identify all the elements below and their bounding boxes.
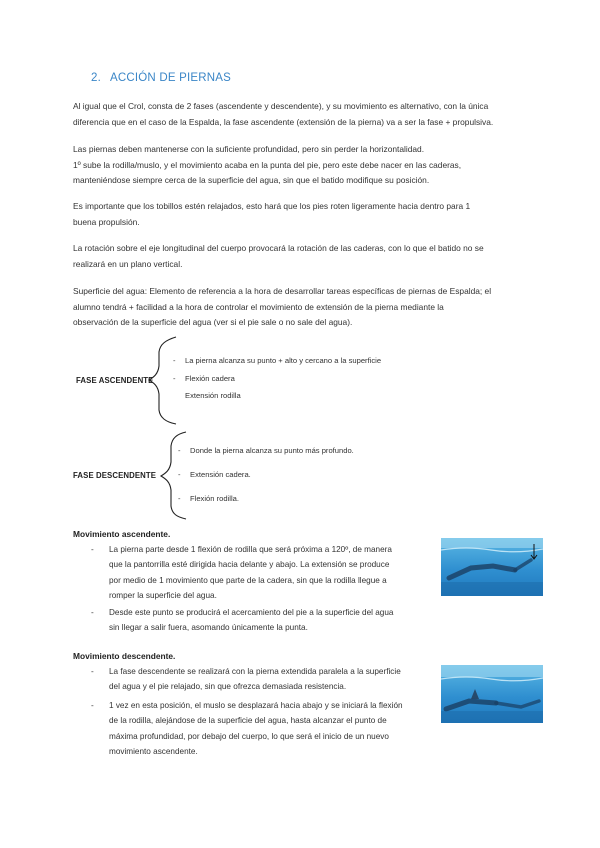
phase-descending-item: - Extensión cadera. [178, 470, 251, 479]
paragraph-ankles: Es importante que los tobillos estén relajados, esto hará que los pies roten ligeramente hacia dentro para 1 buena propulsión. [73, 201, 471, 227]
bullet-item: - La pierna parte desde 1 flexión de rodilla que será próxima a 120º, de manera que la pantorrilla esté dirigida hacia delante y abajo. La extensión se produce por medio de 1 movimiento que parte de la cadera, sin que la rodilla llegue a romper la superficie del agua. [91, 545, 392, 600]
heading-number: 2. [91, 72, 101, 84]
swimmer-descending-photo [441, 665, 543, 723]
paragraph-depth: Las piernas deben mantenerse con la suficiente profundidad, pero sin perder la horizontalidad. 1º sube la rodilla/muslo, y el movimiento acaba en la punta del pie, pero este debe nacer en las caderas, manteniéndose siempre cerca de la superficie del agua, sin que el batido modifique su posición. [73, 144, 462, 186]
movement-ascending-title: Movimiento ascendente. [73, 529, 171, 539]
phase-ascending-label: FASE ASCENDENTE [76, 376, 154, 385]
bullet-item: - 1 vez en esta posición, el muslo se desplazará hacia abajo y se iniciará la flexión de la rodilla, alejándose de la superficie del agua, hasta alcanzar el punto de máxima profundidad, por debajo del cuerpo, lo que será el inicio de un nuevo movimiento ascendente. [91, 701, 403, 756]
phase-descending-item: - Donde la pierna alcanza su punto más profundo. [178, 446, 354, 455]
phase-ascending-item: - Flexión cadera [173, 374, 235, 383]
paragraph-intro: Al igual que el Crol, consta de 2 fases (ascendente y descendente), y su movimiento es alternativo, con la única diferencia que en el caso de la Espalda, la fase ascendente (extensión de la pierna) va a ser la fase + propulsiva. [73, 101, 494, 127]
movement-descending-title: Movimiento descendente. [73, 651, 176, 661]
phase-descending-item: - Flexión rodilla. [178, 494, 239, 503]
phase-descending-label: FASE DESCENDENTE [73, 471, 157, 480]
phase-ascending-item: Extensión rodilla [185, 391, 241, 400]
heading-title: ACCIÓN DE PIERNAS [110, 72, 231, 84]
bullet-item: - La fase descendente se realizará con la pierna extendida paralela a la superficie del agua y el pie relajado, sin que ofrezca demasiada resistencia. [91, 667, 401, 692]
paragraph-rotation: La rotación sobre el eje longitudinal del cuerpo provocará la rotación de las caderas, con lo que el batido no se realizará en un plano vertical. [73, 243, 484, 269]
phase-ascending-item: - La pierna alcanza su punto + alto y cercano a la superficie [173, 356, 382, 365]
swimmer-ascending-photo [441, 538, 543, 596]
bullet-item: - Desde este punto se producirá el acercamiento del pie a la superficie del agua sin llegar a salir fuera, asomando únicamente la punta. [91, 608, 394, 633]
paragraph-surface: Superficie del agua: Elemento de referencia a la hora de desarrollar tareas específicas de piernas de Espalda; el alumno tendrá + facilidad a la hora de controlar el movimiento de extensión de la pierna mediante la observación de la superficie del agua (ver si el pie sale o no sale del agua). [73, 286, 492, 328]
